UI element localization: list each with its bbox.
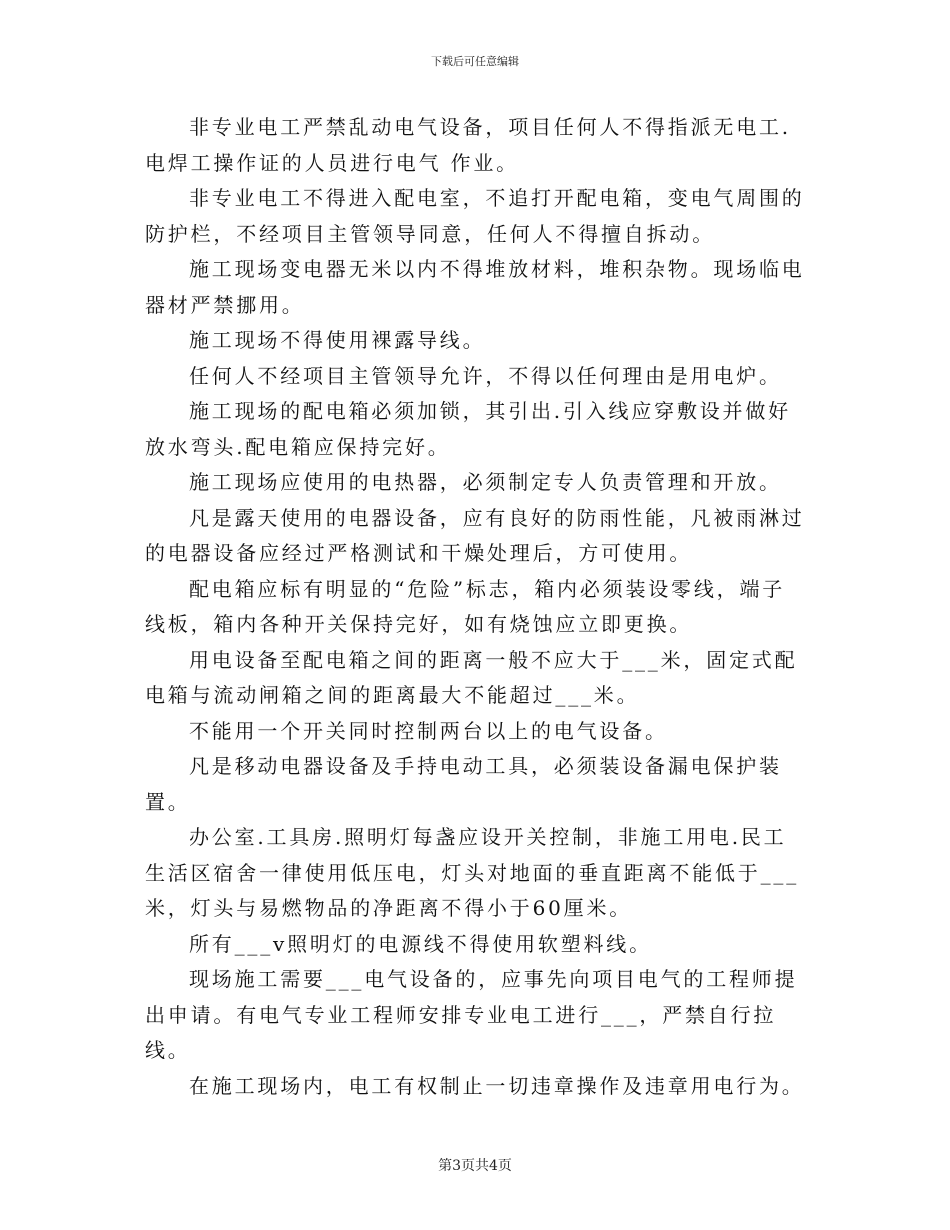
paragraph: 施工现场不得使用裸露导线。 (189, 328, 486, 352)
paragraph: 配电箱应标有明显的“危险”标志，箱内必须装设零线，端子线板，箱内各种开关保持完好，如有烧蚀应立即更换。 (145, 576, 786, 636)
paragraph: 用电设备至配电箱之间的距离一般不应大于___米，固定式配电箱与流动闸箱之间的距离最大不能超过___米。 (145, 647, 798, 707)
paragraph: 施工现场的配电箱必须加锁，其引出.引入线应穿敷设并做好放水弯头.配电箱应保持完好。 (145, 399, 791, 459)
paragraph: 任何人不经项目主管领导允许，不得以任何理由是用电炉。 (189, 363, 782, 388)
paragraph: 凡是移动电器设备及手持电动工具，必须装设备漏电保护装置。 (145, 754, 782, 814)
page-number: 第3页共4页 (438, 1158, 512, 1174)
paragraph: 所有___v照明灯的电源线不得使用软塑料线。 (189, 931, 652, 956)
paragraph: 凡是露天使用的电器设备，应有良好的防雨性能，凡被雨淋过的电器设备应经过严格测试和干燥处理后，方可使用。 (145, 505, 805, 565)
paragraph: 施工现场变电器无米以内不得堆放材料，堆积杂物。现场临电器材严禁挪用。 (145, 257, 805, 317)
document-body (145, 110, 805, 1104)
paragraph: 不能用一个开关同时控制两台以上的电气设备。 (189, 718, 668, 743)
paragraph: 现场施工需要___电气设备的，应事先向项目电气的工程师提出申请。有电气专业工程师安排专业电工进行___，严禁自行拉线。 (145, 967, 798, 1062)
paragraph: 非专业电工严禁乱动电气设备，项目任何人不得指派无电工.电焊工操作证的人员进行电气 作业。 (145, 115, 791, 175)
paragraph: 非专业电工不得进入配电室，不追打开配电箱，变电气周围的防护栏，不经项目主管领导同意，任何人不得擅自拆动。 (145, 186, 805, 246)
paragraph: 在施工现场内，电工有权制止一切违章操作及违章用电行为。 (189, 1073, 805, 1098)
paragraph: 办公室.工具房.照明灯每盏应设开关控制，非施工用电.民工生活区宿舍一律使用低压电，灯头对地面的垂直距离不能低于___米，灯头与易燃物品的净距离不得小于60厘米。 (145, 825, 799, 920)
page-header: 下载后可任意编辑 (431, 55, 519, 68)
paragraph: 施工现场应使用的电热器，必须制定专人负责管理和开放。 (189, 470, 782, 494)
